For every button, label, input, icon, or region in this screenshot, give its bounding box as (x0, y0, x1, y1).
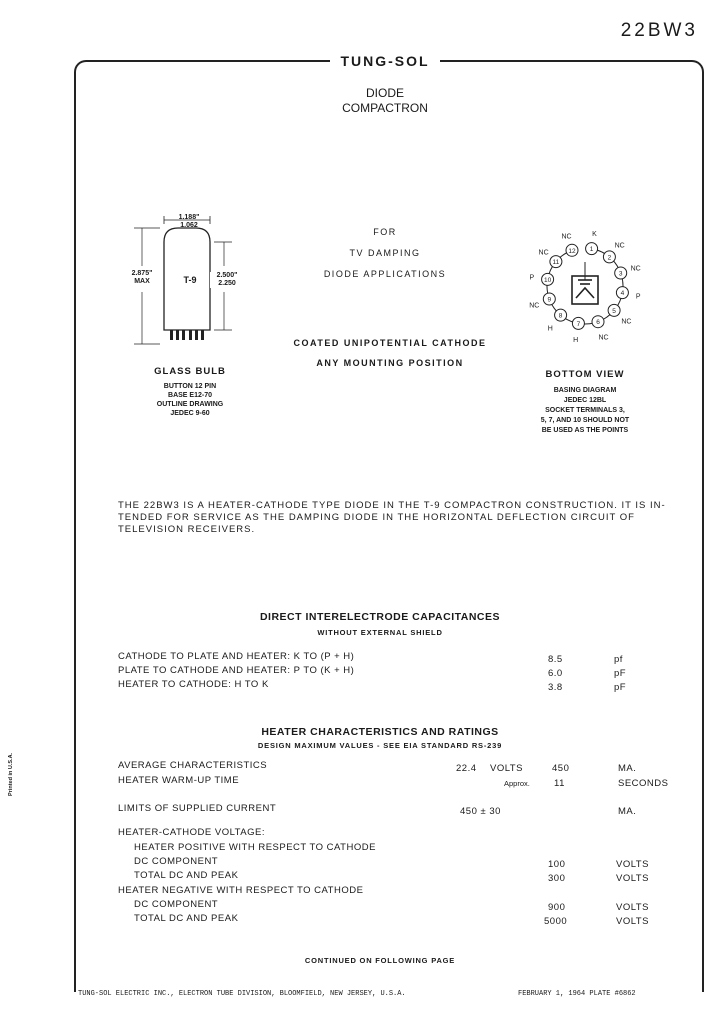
pin-4-label: P (635, 293, 641, 301)
pin-1-number: 1 (589, 246, 594, 254)
outline-caption: GLASS BULB (154, 366, 226, 377)
heater-title: HEATER CHARACTERISTICS AND RATINGS (261, 726, 499, 738)
dim-right (210, 272, 244, 288)
type-line-1: DIODE (365, 86, 404, 100)
pin-4-number: 4 (620, 290, 625, 298)
printed-note: Printed in U.S.A. (8, 752, 14, 796)
dim-left-value: 2.875" (131, 270, 153, 277)
outline-note-3: OUTLINE DRAWING (156, 401, 224, 408)
pin-11-label: NC (538, 249, 549, 257)
pin-10-label: P (529, 274, 535, 282)
brand-logo: TUNG-SOL (330, 53, 440, 69)
basing-note-3: SOCKET TERMINALS 3, (545, 407, 625, 414)
average-current: 450 (552, 763, 570, 774)
cap-row-2-value: 6.0 (548, 668, 563, 679)
cap-row-1-value: 8.5 (548, 654, 563, 665)
cap-row-3-unit: pF (614, 682, 627, 693)
outline-note-1: BUTTON 12 PIN (163, 383, 217, 390)
desc-line-2: TENDED FOR SERVICE AS THE DAMPING DIODE IN THE HORIZONTAL DEFLECTION CIRCUIT OF (118, 512, 635, 523)
basing-caption: BOTTOM VIEW (545, 369, 625, 380)
hk-row-6-value: 5000 (544, 916, 568, 927)
footer-left: TUNG-SOL ELECTRIC INC., ELECTRON TUBE DIVISION, BLOOMFIELD, NEW JERSEY, U.S.A. (78, 990, 406, 998)
cathode-line-2: ANY MOUNTING POSITION (316, 358, 464, 368)
hk-row-2-label: DC COMPONENT (134, 856, 219, 867)
pin-5-number: 5 (612, 307, 616, 315)
hk-row-6-unit: VOLTS (616, 916, 649, 927)
cathode-line-1: COATED UNIPOTENTIAL CATHODE (293, 338, 487, 348)
pin-3-label: NC (630, 265, 641, 273)
pin-10-number: 10 (543, 276, 552, 284)
basing-note-2: JEDEC 12BL (563, 397, 607, 404)
tube-id: 22BW3 (620, 20, 698, 41)
hk-label: HEATER-CATHODE VOLTAGE: (118, 827, 265, 838)
basing-note-5: BE USED AS THE POINTS (541, 427, 629, 434)
basing-notes (505, 386, 665, 436)
hk-row-3-label: TOTAL DC AND PEAK (134, 870, 239, 881)
basing-diagram (500, 222, 670, 352)
dim-right-max: 2.500" (216, 272, 238, 279)
pin-7-label: H (573, 337, 579, 345)
desc-line-1: THE 22BW3 IS A HEATER-CATHODE TYPE DIODE IN THE T-9 COMPACTRON CONSTRUCTION. IT IS IN- (118, 500, 666, 511)
warmup-value: 11 (554, 778, 565, 789)
cap-row-3-value: 3.8 (548, 682, 563, 693)
basing-note-1: BASING DIAGRAM (553, 387, 617, 394)
app-line-1: FOR (373, 227, 397, 237)
warmup-unit: SECONDS (618, 778, 669, 789)
pin-8-number: 8 (558, 312, 563, 320)
outline-notes (130, 382, 250, 418)
heater-element (576, 288, 594, 298)
pin-9-label: NC (529, 302, 540, 310)
pin-7-number: 7 (576, 320, 581, 328)
pin-3-number: 3 (618, 270, 623, 278)
dim-top-max: 1.188" (178, 214, 200, 221)
app-line-3: DIODE APPLICATIONS (323, 269, 447, 279)
average-volts-unit: VOLTS (490, 763, 523, 774)
dim-left-max: MAX (134, 278, 150, 285)
hk-row-2-unit: VOLTS (616, 859, 649, 870)
hk-row-6-label: TOTAL DC AND PEAK (134, 913, 239, 924)
pin-6-number: 6 (596, 319, 600, 327)
desc-line-3: TELEVISION RECEIVERS. (118, 524, 256, 535)
cap-row-1-label: CATHODE TO PLATE AND HEATER: K TO (P + H) (118, 651, 355, 662)
limits-label: LIMITS OF SUPPLIED CURRENT (118, 803, 277, 814)
pin-12-label: NC (561, 233, 572, 241)
hk-row-5-value: 900 (548, 902, 566, 913)
hk-row-2-value: 100 (548, 859, 566, 870)
pin-2-number: 2 (607, 254, 612, 262)
hk-row-3-unit: VOLTS (616, 873, 649, 884)
hk-row-5-unit: VOLTS (616, 902, 649, 913)
limits-unit: MA. (618, 806, 637, 817)
warmup-label: HEATER WARM-UP TIME (118, 775, 240, 786)
outline-note-4: JEDEC 9-60 (170, 410, 210, 417)
outline-note-2: BASE E12-70 (168, 392, 212, 399)
pin-5-label: NC (621, 318, 632, 326)
limits-value: 450 ± 30 (460, 806, 501, 817)
pin-2-label: NC (614, 242, 625, 250)
hk-row-5-label: DC COMPONENT (134, 899, 219, 910)
app-line-2: TV DAMPING (349, 248, 421, 258)
heater-subtitle: DESIGN MAXIMUM VALUES - SEE EIA STANDARD RS-239 (257, 741, 503, 750)
warmup-approx: Approx. (504, 779, 530, 788)
bulb-label: T-9 (183, 275, 197, 285)
applications (290, 222, 480, 285)
pin-8-label: H (547, 325, 553, 333)
tube-type (330, 86, 440, 116)
dim-top (170, 214, 208, 230)
dim-right-min: 2.250 (218, 280, 236, 287)
capacitances-subtitle: WITHOUT EXTERNAL SHIELD (317, 628, 443, 637)
basing-note-4: 5, 7, AND 10 SHOULD NOT (540, 417, 630, 424)
type-line-2: COMPACTRON (342, 101, 428, 115)
dim-top-min: 1.062 (180, 222, 198, 229)
cap-row-2-unit: pF (614, 668, 627, 679)
dim-left (126, 270, 158, 286)
cap-row-3-label: HEATER TO CATHODE: H TO K (118, 679, 269, 690)
hk-row-1-label: HEATER POSITIVE WITH RESPECT TO CATHODE (134, 842, 376, 853)
description (118, 500, 698, 536)
hk-row-4-label: HEATER NEGATIVE WITH RESPECT TO CATHODE (118, 885, 364, 896)
average-volts: 22.4 (456, 763, 477, 774)
average-ma-unit: MA. (618, 763, 637, 774)
continued-note: CONTINUED ON FOLLOWING PAGE (304, 956, 456, 965)
capacitances-title: DIRECT INTERELECTRODE CAPACITANCES (259, 611, 501, 623)
hk-row-3-value: 300 (548, 873, 566, 884)
cap-row-1-unit: pf (614, 654, 623, 665)
cap-row-2-label: PLATE TO CATHODE AND HEATER: P TO (K + H) (118, 665, 355, 676)
average-label: AVERAGE CHARACTERISTICS (118, 760, 268, 771)
pin-12-number: 12 (568, 247, 576, 255)
pin-9-number: 9 (547, 296, 552, 304)
pin-11-number: 11 (552, 259, 560, 267)
pin-1-label: K (592, 230, 597, 238)
cathode-info (260, 333, 520, 373)
footer-right: FEBRUARY 1, 1964 PLATE #6862 (518, 990, 636, 998)
pin-6-label: NC (598, 334, 609, 342)
